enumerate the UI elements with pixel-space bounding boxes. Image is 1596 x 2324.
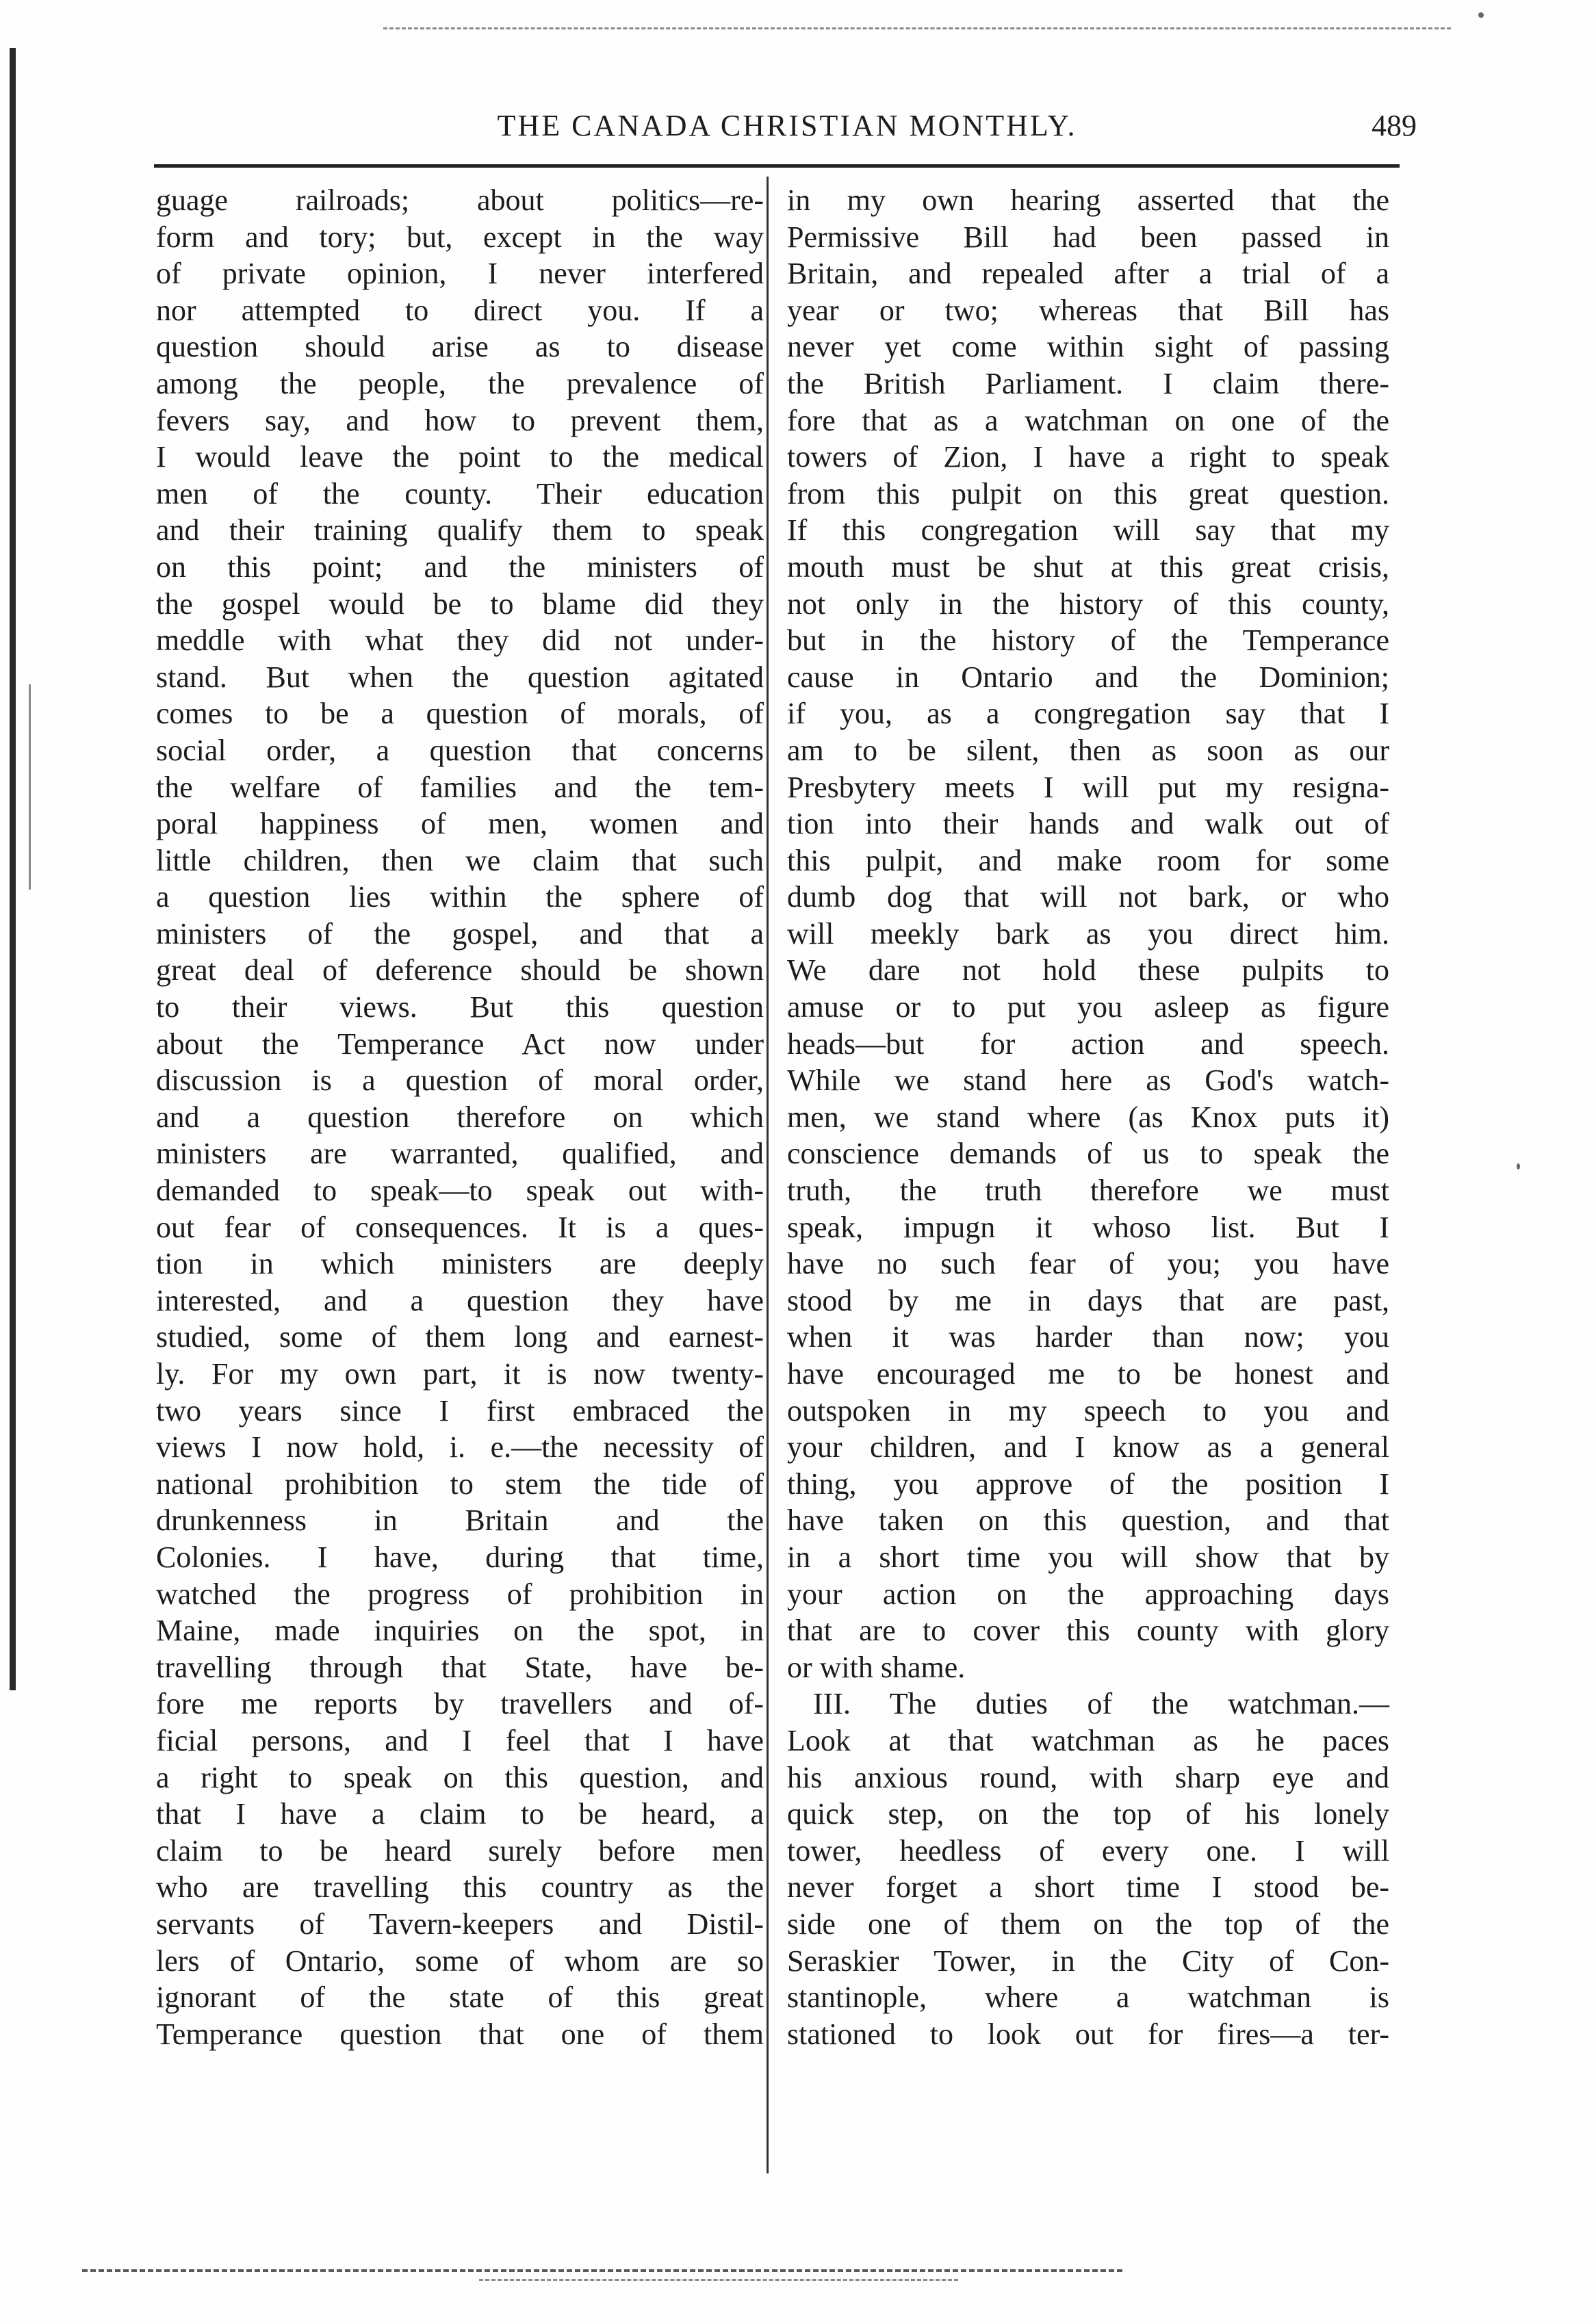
text-line: interested, and a question they have (156, 1283, 764, 1317)
text-line: truth, the truth therefore we must (787, 1174, 1389, 1208)
text-line: speak, impugn it whoso list. But I (787, 1210, 1389, 1244)
text-line: am to be silent, then as soon as our (787, 733, 1389, 767)
text-line: his anxious round, with sharp eye and (787, 1760, 1389, 1794)
text-line: stationed to look out for fires—a ter- (787, 2017, 1389, 2051)
text-line: and a question therefore on which (156, 1100, 764, 1134)
text-line: thing, you approve of the position I (787, 1467, 1389, 1501)
text-line: quick step, on the top of his lonely (787, 1797, 1389, 1831)
text-line: III. The duties of the watchman.— (813, 1687, 1389, 1721)
text-line: not only in the history of this county, (787, 586, 1389, 621)
text-line: comes to be a question of morals, of (156, 697, 764, 731)
header-rule (154, 164, 1400, 168)
text-line: of private opinion, I never interfered (156, 257, 764, 291)
text-line: fore me reports by travellers and of- (156, 1687, 764, 1721)
text-line: men of the county. Their education (156, 476, 764, 511)
text-line: conscience demands of us to speak the (787, 1137, 1389, 1171)
right-text-column (787, 182, 1389, 2052)
text-line: demanded to speak—to speak out with- (156, 1174, 764, 1208)
text-line: great deal of deference should be shown (156, 953, 764, 987)
text-line: amuse or to put you asleep as figure (787, 990, 1389, 1024)
text-line: if you, as a congregation say that I (787, 697, 1389, 731)
text-line: have taken on this question, and that (787, 1503, 1389, 1538)
text-line: in a short time you will show that by (787, 1540, 1389, 1574)
text-line: stantinople, where a watchman is (787, 1980, 1389, 2015)
text-line: Presbytery meets I will put my resigna- (787, 770, 1389, 804)
text-line: dumb dog that will not bark, or who (787, 880, 1389, 914)
text-line: Maine, made inquiries on the spot, in (156, 1614, 764, 1648)
scan-edge-bar (10, 48, 16, 1690)
text-line: have encouraged me to be honest and (787, 1357, 1389, 1391)
text-line: and their training qualify them to speak (156, 513, 764, 547)
text-line: a question lies within the sphere of (156, 880, 764, 914)
text-line: Britain, and repealed after a trial of a (787, 257, 1389, 291)
text-line: ignorant of the state of this great (156, 1980, 764, 2015)
text-line: the welfare of families and the tem- (156, 770, 764, 804)
text-line: mouth must be shut at this great crisis, (787, 550, 1389, 584)
text-line: heads—but for action and speech. (787, 1027, 1389, 1061)
text-line: claim to be heard surely before men (156, 1833, 764, 1868)
text-line: tion in which ministers are deeply (156, 1247, 764, 1281)
bottom-scan-artifact (82, 2269, 1122, 2275)
text-line: stood by me in days that are past, (787, 1283, 1389, 1317)
text-line: or with shame. (787, 1650, 966, 1684)
text-line: who are travelling this country as the (156, 1870, 764, 1905)
text-line: views I now hold, i. e.—the necessity of (156, 1430, 764, 1464)
text-line: that I have a claim to be heard, a (156, 1797, 764, 1831)
text-line: Look at that watchman as he paces (787, 1723, 1389, 1757)
text-line: your children, and I know as a general (787, 1430, 1389, 1464)
text-line: on this point; and the ministers of (156, 550, 764, 584)
text-line: Permissive Bill had been passed in (787, 220, 1389, 254)
text-line: cause in Ontario and the Dominion; (787, 660, 1389, 694)
text-line: ly. For my own part, it is now twenty- (156, 1357, 764, 1391)
text-line: discussion is a question of moral order, (156, 1063, 764, 1098)
text-line: ficial persons, and I feel that I have (156, 1723, 764, 1757)
text-line: question should arise as to disease (156, 330, 764, 364)
text-line: will meekly bark as you direct him. (787, 916, 1389, 951)
scan-edge-mark (29, 684, 31, 890)
text-line: servants of Tavern-keepers and Distil- (156, 1907, 764, 1941)
text-line: never forget a short time I stood be- (787, 1870, 1389, 1905)
left-text-column (156, 182, 764, 2052)
running-header (157, 108, 1417, 156)
top-scan-artifact (383, 27, 1451, 32)
text-line: national prohibition to stem the tide of (156, 1467, 764, 1501)
text-line: men, we stand where (as Knox puts it) (787, 1100, 1389, 1134)
text-line: among the people, the prevalence of (156, 366, 764, 400)
text-line: watched the progress of prohibition in (156, 1577, 764, 1611)
scan-speck (1478, 12, 1484, 18)
text-line: fevers say, and how to prevent them, (156, 403, 764, 437)
text-line: but in the history of the Temperance (787, 623, 1389, 658)
text-line: social order, a question that concerns (156, 733, 764, 767)
text-line: this pulpit, and make room for some (787, 843, 1389, 877)
text-line: ministers of the gospel, and that a (156, 916, 764, 951)
text-line: Colonies. I have, during that time, (156, 1540, 764, 1574)
text-line: tower, heedless of every one. I will (787, 1833, 1389, 1868)
column-divider (767, 177, 769, 2173)
scan-speck (1517, 1163, 1520, 1170)
text-line: the British Parliament. I claim there- (787, 366, 1389, 400)
text-line: Seraskier Tower, in the City of Con- (787, 1944, 1389, 1978)
text-line: ministers are warranted, qualified, and (156, 1137, 764, 1171)
text-line: form and tory; but, except in the way (156, 220, 764, 254)
text-line: little children, then we claim that such (156, 843, 764, 877)
text-line: nor attempted to direct you. If a (156, 293, 764, 327)
text-line: two years since I first embraced the (156, 1393, 764, 1428)
text-line: We dare not hold these pulpits to (787, 953, 1389, 987)
text-line: in my own hearing asserted that the (787, 183, 1389, 217)
text-line: fore that as a watchman on one of the (787, 403, 1389, 437)
text-line: the gospel would be to blame did they (156, 586, 764, 621)
text-line: I would leave the point to the medical (156, 440, 764, 474)
text-line: from this pulpit on this great question. (787, 476, 1389, 511)
text-line: guage railroads; about politics—re- (156, 183, 764, 217)
text-line: about the Temperance Act now under (156, 1027, 764, 1061)
text-line: towers of Zion, I have a right to speak (787, 440, 1389, 474)
text-line: that are to cover this county with glory (787, 1614, 1389, 1648)
text-line: out fear of consequences. It is a ques- (156, 1210, 764, 1244)
text-line: side one of them on the top of the (787, 1907, 1389, 1941)
text-line: when it was harder than now; you (787, 1320, 1389, 1354)
text-line: studied, some of them long and earnest- (156, 1320, 764, 1354)
text-line: your action on the approaching days (787, 1577, 1389, 1611)
text-line: a right to speak on this question, and (156, 1760, 764, 1794)
page-number: 489 (1372, 109, 1417, 142)
text-line: never yet come within sight of passing (787, 330, 1389, 364)
text-line: travelling through that State, have be- (156, 1650, 764, 1684)
text-line: While we stand here as God's watch- (787, 1063, 1389, 1098)
text-line: If this congregation will say that my (787, 513, 1389, 547)
text-line: to their views. But this question (156, 990, 764, 1024)
text-line: meddle with what they did not under- (156, 623, 764, 658)
text-line: tion into their hands and walk out of (787, 807, 1389, 841)
text-line: have no such fear of you; you have (787, 1247, 1389, 1281)
text-line: stand. But when the question agitated (156, 660, 764, 694)
text-line: drunkenness in Britain and the (156, 1503, 764, 1538)
text-line: outspoken in my speech to you and (787, 1393, 1389, 1428)
running-title: THE CANADA CHRISTIAN MONTHLY. (497, 109, 1077, 142)
text-line: poral happiness of men, women and (156, 807, 764, 841)
bottom-scan-artifact-secondary (479, 2279, 958, 2284)
text-line: lers of Ontario, some of whom are so (156, 1944, 764, 1978)
text-line: Temperance question that one of them (156, 2017, 764, 2051)
text-line: year or two; whereas that Bill has (787, 293, 1389, 327)
